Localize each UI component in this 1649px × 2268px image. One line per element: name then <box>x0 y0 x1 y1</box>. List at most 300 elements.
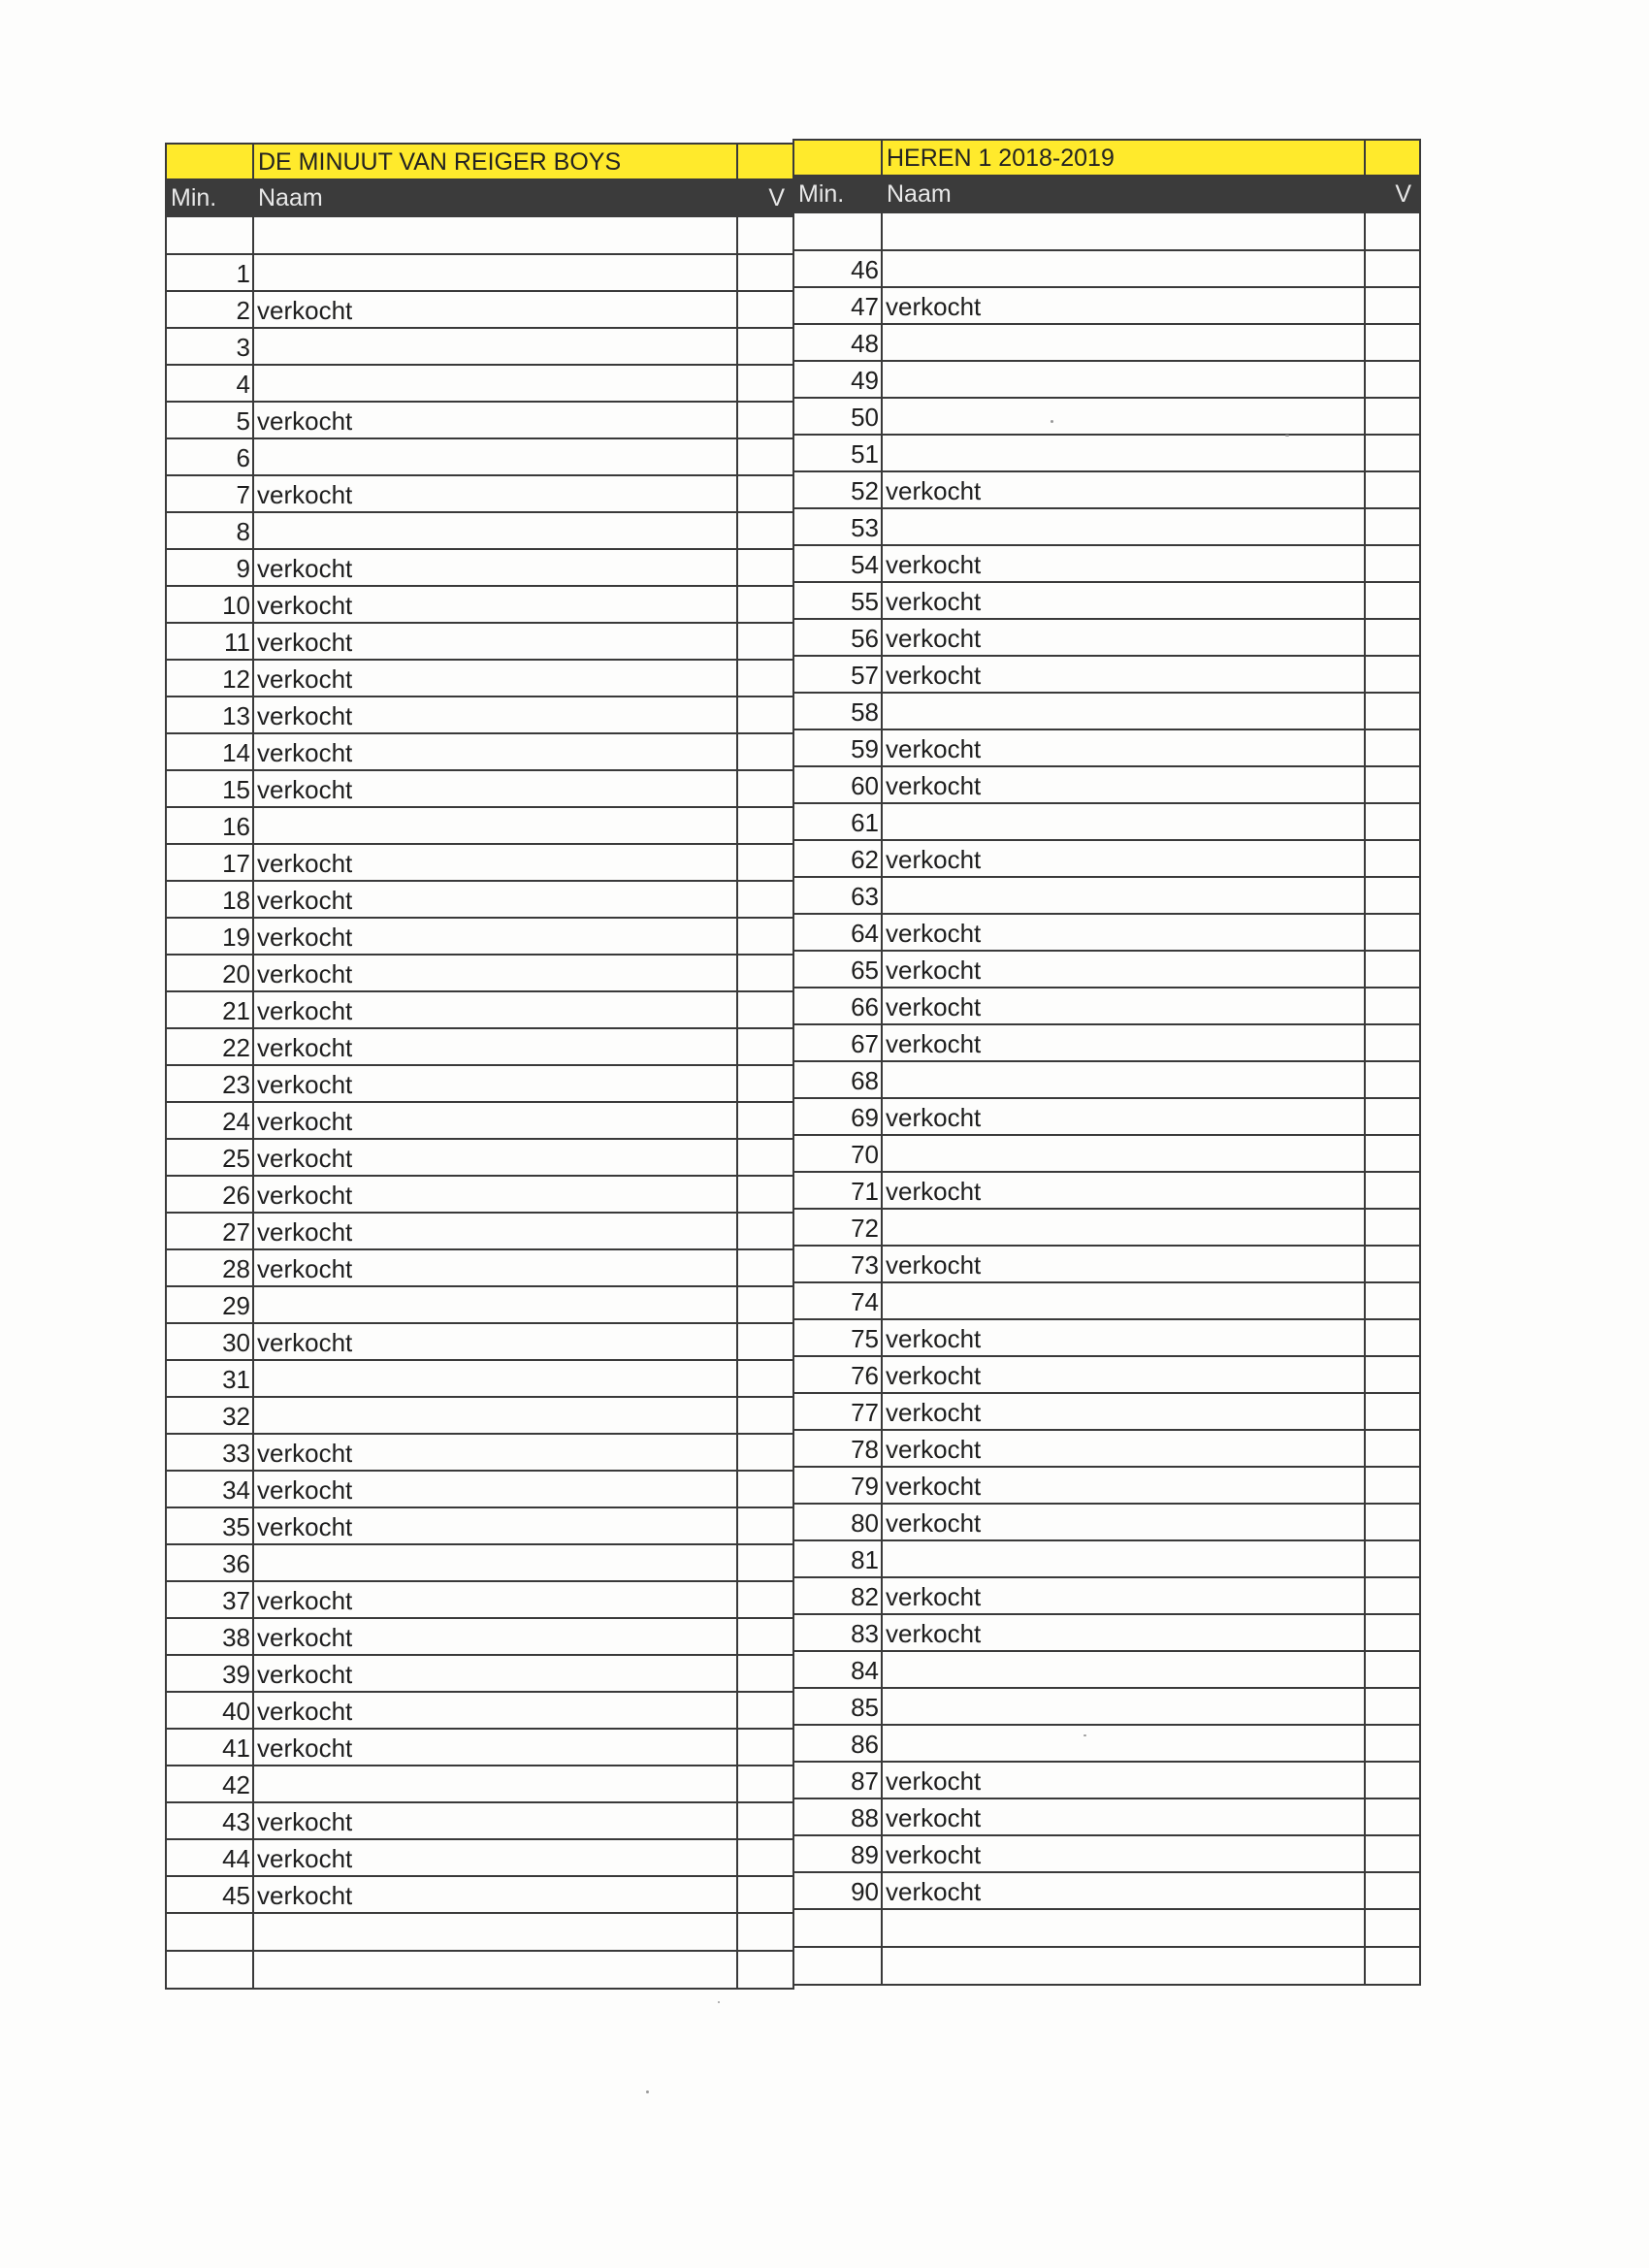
naam-cell <box>882 877 1365 914</box>
v-cell <box>737 549 793 586</box>
naam-cell <box>253 1286 737 1323</box>
minute-number: 70 <box>793 1135 882 1172</box>
v-cell <box>737 586 793 623</box>
minute-number: 37 <box>166 1581 253 1618</box>
v-cell <box>1365 1430 1420 1467</box>
minute-number: 5 <box>166 402 253 438</box>
minute-row <box>793 582 1420 619</box>
minute-row <box>793 1614 1420 1651</box>
blank-row <box>166 216 793 254</box>
naam-cell <box>882 803 1365 840</box>
v-cell <box>737 918 793 955</box>
right-sheet-title: HEREN 1 2018-2019 <box>882 140 1365 176</box>
minute-number: 13 <box>166 697 253 733</box>
minute-row <box>793 840 1420 877</box>
minute-row <box>793 1061 1420 1098</box>
minute-row <box>166 955 793 991</box>
right-minute-table <box>792 139 1421 1986</box>
minute-number: 55 <box>793 582 882 619</box>
minute-row <box>166 844 793 881</box>
title-blank-cell <box>737 144 793 179</box>
v-cell <box>737 1286 793 1323</box>
minute-row <box>166 1028 793 1065</box>
minute-number: 74 <box>793 1282 882 1319</box>
minute-row <box>793 1356 1420 1393</box>
minute-number: 85 <box>793 1688 882 1725</box>
v-cell <box>1365 582 1420 619</box>
naam-cell: verkocht <box>882 582 1365 619</box>
naam-cell: verkocht <box>882 471 1365 508</box>
minute-number: 56 <box>793 619 882 656</box>
v-cell <box>1365 1061 1420 1098</box>
naam-cell: verkocht <box>882 1246 1365 1282</box>
naam-cell: verkocht <box>253 770 737 807</box>
naam-cell: verkocht <box>882 914 1365 951</box>
naam-cell <box>882 1725 1365 1762</box>
blank-cell <box>793 1909 882 1947</box>
v-cell <box>737 660 793 697</box>
minute-number: 21 <box>166 991 253 1028</box>
v-cell <box>1365 951 1420 988</box>
naam-cell <box>253 1766 737 1802</box>
v-cell <box>737 1655 793 1692</box>
v-cell <box>1365 1356 1420 1393</box>
minute-row <box>166 1102 793 1139</box>
scan-speck <box>646 2090 649 2093</box>
v-cell <box>1365 435 1420 471</box>
minute-number: 27 <box>166 1213 253 1249</box>
min-column-header: Min. <box>793 176 882 212</box>
naam-cell: verkocht <box>253 1876 737 1913</box>
minute-number: 19 <box>166 918 253 955</box>
minute-number: 66 <box>793 988 882 1024</box>
naam-cell: verkocht <box>882 1024 1365 1061</box>
minute-row <box>793 1577 1420 1614</box>
v-cell <box>1365 1725 1420 1762</box>
blank-row <box>793 212 1420 250</box>
minute-number: 84 <box>793 1651 882 1688</box>
v-cell <box>737 1618 793 1655</box>
left-minute-table <box>165 143 794 1990</box>
minute-number: 47 <box>793 287 882 324</box>
v-cell <box>737 1729 793 1766</box>
minute-number: 33 <box>166 1434 253 1471</box>
blank-cell <box>737 216 793 254</box>
blank-cell <box>166 1951 253 1989</box>
minute-number: 35 <box>166 1507 253 1544</box>
naam-cell <box>882 361 1365 398</box>
minute-row <box>166 1360 793 1397</box>
naam-cell <box>253 512 737 549</box>
minute-number: 4 <box>166 365 253 402</box>
naam-cell: verkocht <box>253 660 737 697</box>
minute-number: 68 <box>793 1061 882 1098</box>
left-header-row <box>166 179 793 216</box>
naam-cell: verkocht <box>253 1176 737 1213</box>
minute-row <box>166 254 793 291</box>
minute-row <box>166 1139 793 1176</box>
v-cell <box>737 1028 793 1065</box>
naam-cell <box>882 508 1365 545</box>
naam-cell: verkocht <box>253 844 737 881</box>
minute-row <box>166 512 793 549</box>
naam-cell <box>253 365 737 402</box>
minute-row <box>793 1135 1420 1172</box>
minute-number: 7 <box>166 475 253 512</box>
naam-cell <box>253 438 737 475</box>
v-cell <box>1365 803 1420 840</box>
naam-cell: verkocht <box>253 1581 737 1618</box>
minute-row <box>793 729 1420 766</box>
minute-number: 18 <box>166 881 253 918</box>
naam-cell <box>253 1544 737 1581</box>
minute-row <box>166 733 793 770</box>
naam-cell: verkocht <box>253 991 737 1028</box>
minute-number: 48 <box>793 324 882 361</box>
naam-cell <box>882 250 1365 287</box>
minute-number: 80 <box>793 1504 882 1540</box>
right-title-row <box>793 140 1420 176</box>
v-cell <box>737 1876 793 1913</box>
v-cell <box>737 1434 793 1471</box>
blank-cell <box>737 1951 793 1989</box>
minute-number: 61 <box>793 803 882 840</box>
v-cell <box>1365 1246 1420 1282</box>
naam-cell <box>253 807 737 844</box>
minute-number: 3 <box>166 328 253 365</box>
minute-number: 57 <box>793 656 882 693</box>
naam-cell: verkocht <box>253 697 737 733</box>
minute-number: 67 <box>793 1024 882 1061</box>
naam-cell <box>253 254 737 291</box>
naam-cell: verkocht <box>253 1618 737 1655</box>
scan-speck <box>1051 420 1053 423</box>
minute-number: 86 <box>793 1725 882 1762</box>
minute-number: 29 <box>166 1286 253 1323</box>
v-cell <box>737 402 793 438</box>
minute-number: 17 <box>166 844 253 881</box>
naam-cell: verkocht <box>253 1802 737 1839</box>
v-cell <box>737 1360 793 1397</box>
minute-row <box>166 328 793 365</box>
minute-row <box>793 988 1420 1024</box>
v-cell <box>1365 471 1420 508</box>
minute-number: 39 <box>166 1655 253 1692</box>
minute-number: 24 <box>166 1102 253 1139</box>
v-cell <box>737 1802 793 1839</box>
v-cell <box>737 438 793 475</box>
minute-number: 6 <box>166 438 253 475</box>
minute-number: 89 <box>793 1835 882 1872</box>
naam-cell <box>882 693 1365 729</box>
v-cell <box>737 1213 793 1249</box>
naam-cell: verkocht <box>253 1213 737 1249</box>
v-cell <box>1365 545 1420 582</box>
blank-cell <box>166 1913 253 1951</box>
minute-row <box>166 1839 793 1876</box>
blank-cell <box>1365 1909 1420 1947</box>
naam-cell: verkocht <box>882 766 1365 803</box>
naam-cell: verkocht <box>882 1614 1365 1651</box>
naam-cell: verkocht <box>253 549 737 586</box>
naam-cell <box>882 1061 1365 1098</box>
minute-number: 59 <box>793 729 882 766</box>
scan-speck <box>718 2001 720 2003</box>
minute-number: 81 <box>793 1540 882 1577</box>
v-cell <box>737 475 793 512</box>
minute-number: 87 <box>793 1762 882 1798</box>
minute-row <box>793 1651 1420 1688</box>
v-cell <box>1365 1540 1420 1577</box>
naam-cell <box>882 398 1365 435</box>
minute-row <box>793 1393 1420 1430</box>
naam-cell: verkocht <box>882 840 1365 877</box>
naam-cell: verkocht <box>882 1172 1365 1209</box>
naam-cell <box>253 1360 737 1397</box>
v-cell <box>1365 1024 1420 1061</box>
naam-cell: verkocht <box>882 656 1365 693</box>
minute-number: 69 <box>793 1098 882 1135</box>
minute-number: 40 <box>166 1692 253 1729</box>
blank-row <box>793 1909 1420 1947</box>
minute-number: 14 <box>166 733 253 770</box>
title-blank-cell <box>793 140 882 176</box>
naam-cell: verkocht <box>253 1434 737 1471</box>
v-cell <box>737 1249 793 1286</box>
v-cell <box>1365 1467 1420 1504</box>
minute-number: 38 <box>166 1618 253 1655</box>
minute-row <box>166 438 793 475</box>
naam-cell: verkocht <box>253 291 737 328</box>
right-rows <box>793 250 1420 1909</box>
naam-cell: verkocht <box>253 1139 737 1176</box>
left-sheet-title: DE MINUUT VAN REIGER BOYS <box>253 144 737 179</box>
v-cell <box>1365 656 1420 693</box>
minute-row <box>793 914 1420 951</box>
minute-row <box>793 324 1420 361</box>
minute-number: 82 <box>793 1577 882 1614</box>
blank-row <box>793 1947 1420 1985</box>
minute-number: 23 <box>166 1065 253 1102</box>
minute-row <box>166 1544 793 1581</box>
blank-cell <box>882 1909 1365 1947</box>
minute-number: 43 <box>166 1802 253 1839</box>
minute-row <box>793 619 1420 656</box>
blank-cell <box>793 212 882 250</box>
v-cell <box>1365 1504 1420 1540</box>
naam-cell: verkocht <box>882 1467 1365 1504</box>
minute-row <box>793 803 1420 840</box>
minute-number: 63 <box>793 877 882 914</box>
naam-cell: verkocht <box>253 1839 737 1876</box>
minute-number: 45 <box>166 1876 253 1913</box>
v-column-header: V <box>737 179 793 216</box>
minute-row <box>166 1729 793 1766</box>
minute-row <box>166 549 793 586</box>
minute-number: 76 <box>793 1356 882 1393</box>
blank-row <box>166 1951 793 1989</box>
naam-cell: verkocht <box>253 402 737 438</box>
v-cell <box>737 512 793 549</box>
minute-row <box>166 1876 793 1913</box>
minute-row <box>166 1323 793 1360</box>
naam-cell <box>253 328 737 365</box>
minute-row <box>166 881 793 918</box>
naam-cell: verkocht <box>253 1323 737 1360</box>
v-cell <box>737 1471 793 1507</box>
minute-number: 2 <box>166 291 253 328</box>
minute-number: 75 <box>793 1319 882 1356</box>
naam-cell: verkocht <box>882 1762 1365 1798</box>
minute-row <box>166 1802 793 1839</box>
right-header-row <box>793 176 1420 212</box>
naam-cell: verkocht <box>882 951 1365 988</box>
v-cell <box>1365 1762 1420 1798</box>
blank-cell <box>1365 212 1420 250</box>
naam-cell: verkocht <box>253 1692 737 1729</box>
v-cell <box>1365 1614 1420 1651</box>
blank-cell <box>166 216 253 254</box>
minute-row <box>793 1725 1420 1762</box>
minute-row <box>793 1024 1420 1061</box>
minute-row <box>166 1176 793 1213</box>
minute-row <box>793 1835 1420 1872</box>
blank-cell <box>737 1913 793 1951</box>
naam-cell: verkocht <box>253 1065 737 1102</box>
naam-cell: verkocht <box>882 1098 1365 1135</box>
title-blank-cell <box>1365 140 1420 176</box>
min-column-header: Min. <box>166 179 253 216</box>
scan-speck <box>1285 435 1289 437</box>
minute-row <box>793 1282 1420 1319</box>
blank-cell <box>253 1951 737 1989</box>
minute-number: 1 <box>166 254 253 291</box>
v-cell <box>737 733 793 770</box>
minute-number: 12 <box>166 660 253 697</box>
v-cell <box>1365 1577 1420 1614</box>
minute-number: 31 <box>166 1360 253 1397</box>
v-cell <box>1365 398 1420 435</box>
v-cell <box>737 807 793 844</box>
minute-number: 8 <box>166 512 253 549</box>
minute-row <box>166 1692 793 1729</box>
naam-cell: verkocht <box>253 1249 737 1286</box>
naam-cell: verkocht <box>882 1835 1365 1872</box>
v-cell <box>737 1507 793 1544</box>
naam-cell: verkocht <box>253 881 737 918</box>
v-cell <box>737 1544 793 1581</box>
naam-cell <box>882 324 1365 361</box>
naam-cell: verkocht <box>253 475 737 512</box>
v-column-header: V <box>1365 176 1420 212</box>
minute-number: 30 <box>166 1323 253 1360</box>
minute-row <box>793 1246 1420 1282</box>
v-cell <box>1365 1098 1420 1135</box>
minute-number: 53 <box>793 508 882 545</box>
v-cell <box>1365 1319 1420 1356</box>
minute-number: 22 <box>166 1028 253 1065</box>
v-cell <box>1365 1651 1420 1688</box>
v-cell <box>737 1139 793 1176</box>
naam-cell <box>882 1651 1365 1688</box>
naam-cell <box>882 1135 1365 1172</box>
minute-number: 49 <box>793 361 882 398</box>
minute-row <box>166 697 793 733</box>
minute-row <box>166 1507 793 1544</box>
v-cell <box>737 770 793 807</box>
v-cell <box>737 623 793 660</box>
minute-row <box>793 766 1420 803</box>
minute-number: 62 <box>793 840 882 877</box>
minute-number: 36 <box>166 1544 253 1581</box>
minute-row <box>793 1798 1420 1835</box>
v-cell <box>1365 250 1420 287</box>
naam-cell: verkocht <box>253 1028 737 1065</box>
naam-cell: verkocht <box>253 955 737 991</box>
naam-cell <box>882 1282 1365 1319</box>
minute-number: 16 <box>166 807 253 844</box>
v-cell <box>737 1692 793 1729</box>
blank-cell <box>882 212 1365 250</box>
naam-cell: verkocht <box>253 733 737 770</box>
v-cell <box>1365 324 1420 361</box>
minute-row <box>793 508 1420 545</box>
naam-cell: verkocht <box>882 1872 1365 1909</box>
minute-row <box>166 586 793 623</box>
v-cell <box>1365 693 1420 729</box>
minute-row <box>793 361 1420 398</box>
blank-cell <box>793 1947 882 1985</box>
minute-number: 72 <box>793 1209 882 1246</box>
minute-number: 51 <box>793 435 882 471</box>
minute-row <box>166 918 793 955</box>
minute-row <box>166 1213 793 1249</box>
minute-number: 25 <box>166 1139 253 1176</box>
minute-number: 11 <box>166 623 253 660</box>
v-cell <box>737 844 793 881</box>
v-cell <box>1365 1282 1420 1319</box>
v-cell <box>1365 988 1420 1024</box>
v-cell <box>737 328 793 365</box>
v-cell <box>737 291 793 328</box>
naam-cell: verkocht <box>882 988 1365 1024</box>
naam-column-header: Naam <box>253 179 737 216</box>
minute-row <box>793 693 1420 729</box>
v-cell <box>737 1065 793 1102</box>
v-cell <box>1365 729 1420 766</box>
left-title-row <box>166 144 793 179</box>
minute-number: 52 <box>793 471 882 508</box>
minute-number: 88 <box>793 1798 882 1835</box>
minute-number: 46 <box>793 250 882 287</box>
naam-cell: verkocht <box>882 545 1365 582</box>
minute-number: 28 <box>166 1249 253 1286</box>
minute-row <box>793 1467 1420 1504</box>
naam-cell: verkocht <box>882 1319 1365 1356</box>
v-cell <box>737 955 793 991</box>
naam-cell <box>253 1397 737 1434</box>
minute-row <box>793 435 1420 471</box>
left-rows <box>166 254 793 1913</box>
v-cell <box>1365 1798 1420 1835</box>
blank-row <box>166 1913 793 1951</box>
minute-row <box>166 807 793 844</box>
v-cell <box>737 881 793 918</box>
minute-row <box>166 1249 793 1286</box>
minute-row <box>166 1065 793 1102</box>
naam-cell: verkocht <box>253 586 737 623</box>
minute-number: 26 <box>166 1176 253 1213</box>
